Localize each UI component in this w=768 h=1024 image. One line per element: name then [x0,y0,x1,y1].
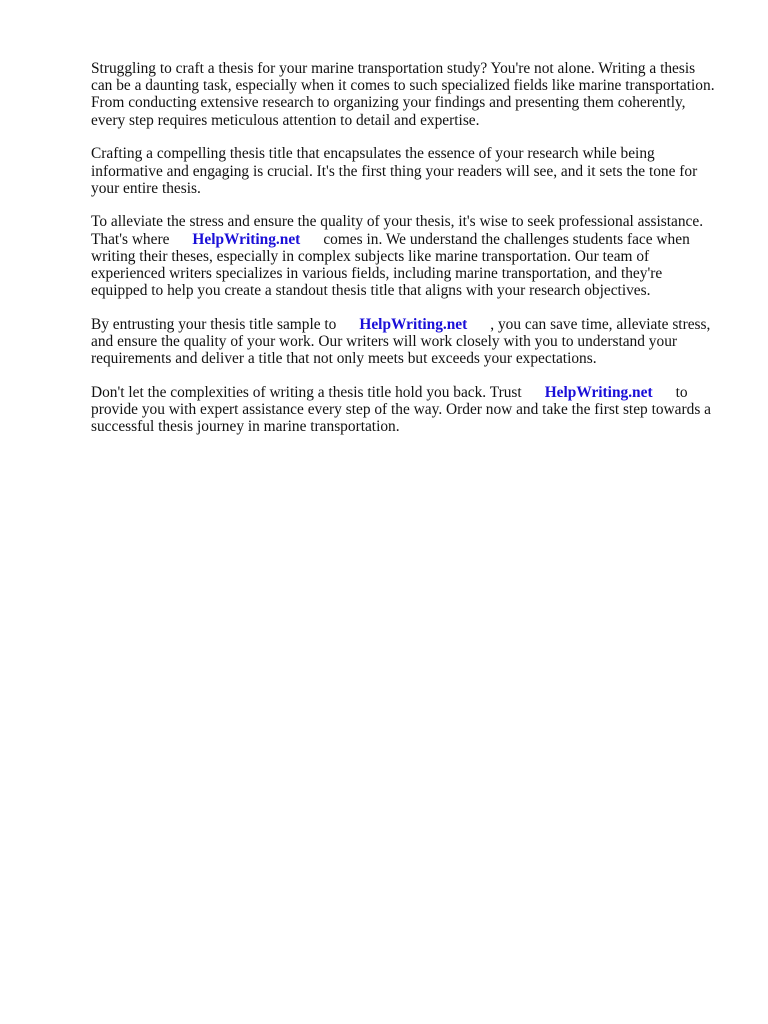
paragraph-line: your entire thesis. [91,179,201,197]
paragraph-line: equipped to help you create a standout thesis title that aligns with your research objectives. [91,282,651,300]
line-text: to [675,384,688,402]
paragraph-line [91,316,731,333]
paragraph-line [91,231,731,248]
paragraph-line: informative and engaging is crucial. It's the first thing your readers will see, and it sets the tone for [91,162,698,180]
line-text: , you can save time, alleviate stress, [490,315,711,333]
paragraph-line: can be a daunting task, especially when it comes to such specialized fields like marine transportation. [91,77,715,95]
paragraph-line: writing their theses, especially in complex subjects like marine transportation. Our team of [91,247,650,265]
line-text: That's where [91,230,170,248]
paragraph-line: From conducting extensive research to organizing your findings and presenting them coherently, [91,94,686,112]
line-text: comes in. We understand the challenges students face when [323,230,690,248]
paragraph-line: Crafting a compelling thesis title that encapsulates the essence of your research while being [91,145,655,163]
paragraph-title-importance [91,145,731,197]
helpwriting-link[interactable]: HelpWriting.net [544,384,653,402]
paragraph-line: requirements and deliver a title that not only meets but exceeds your expectations. [91,350,597,368]
paragraph-intro [91,60,731,129]
line-text: Don't let the complexities of writing a thesis title hold you back. Trust [91,384,522,402]
paragraph-line: successful thesis journey in marine transportation. [91,418,400,436]
paragraph-professional-help [91,213,731,299]
paragraph-call-to-action [91,384,731,436]
paragraph-line: Struggling to craft a thesis for your marine transportation study? You're not alone. Writing a thesis [91,60,696,77]
helpwriting-link[interactable]: HelpWriting.net [359,315,468,333]
paragraph-line: experienced writers specializes in various fields, including marine transportation, and they're [91,265,663,283]
paragraph-line: To alleviate the stress and ensure the quality of your thesis, it's wise to seek professional assistance. [91,213,704,231]
helpwriting-link[interactable]: HelpWriting.net [192,230,301,248]
paragraph-line: provide you with expert assistance every step of the way. Order now and take the first step towards a [91,401,711,419]
line-text: By entrusting your thesis title sample to [91,315,337,333]
paragraph-line: every step requires meticulous attention to detail and expertise. [91,111,480,129]
paragraph-line [91,384,731,401]
paragraph-line: and ensure the quality of your work. Our writers will work closely with you to understand your [91,333,678,351]
document-body [91,60,731,452]
paragraph-entrusting [91,316,731,368]
